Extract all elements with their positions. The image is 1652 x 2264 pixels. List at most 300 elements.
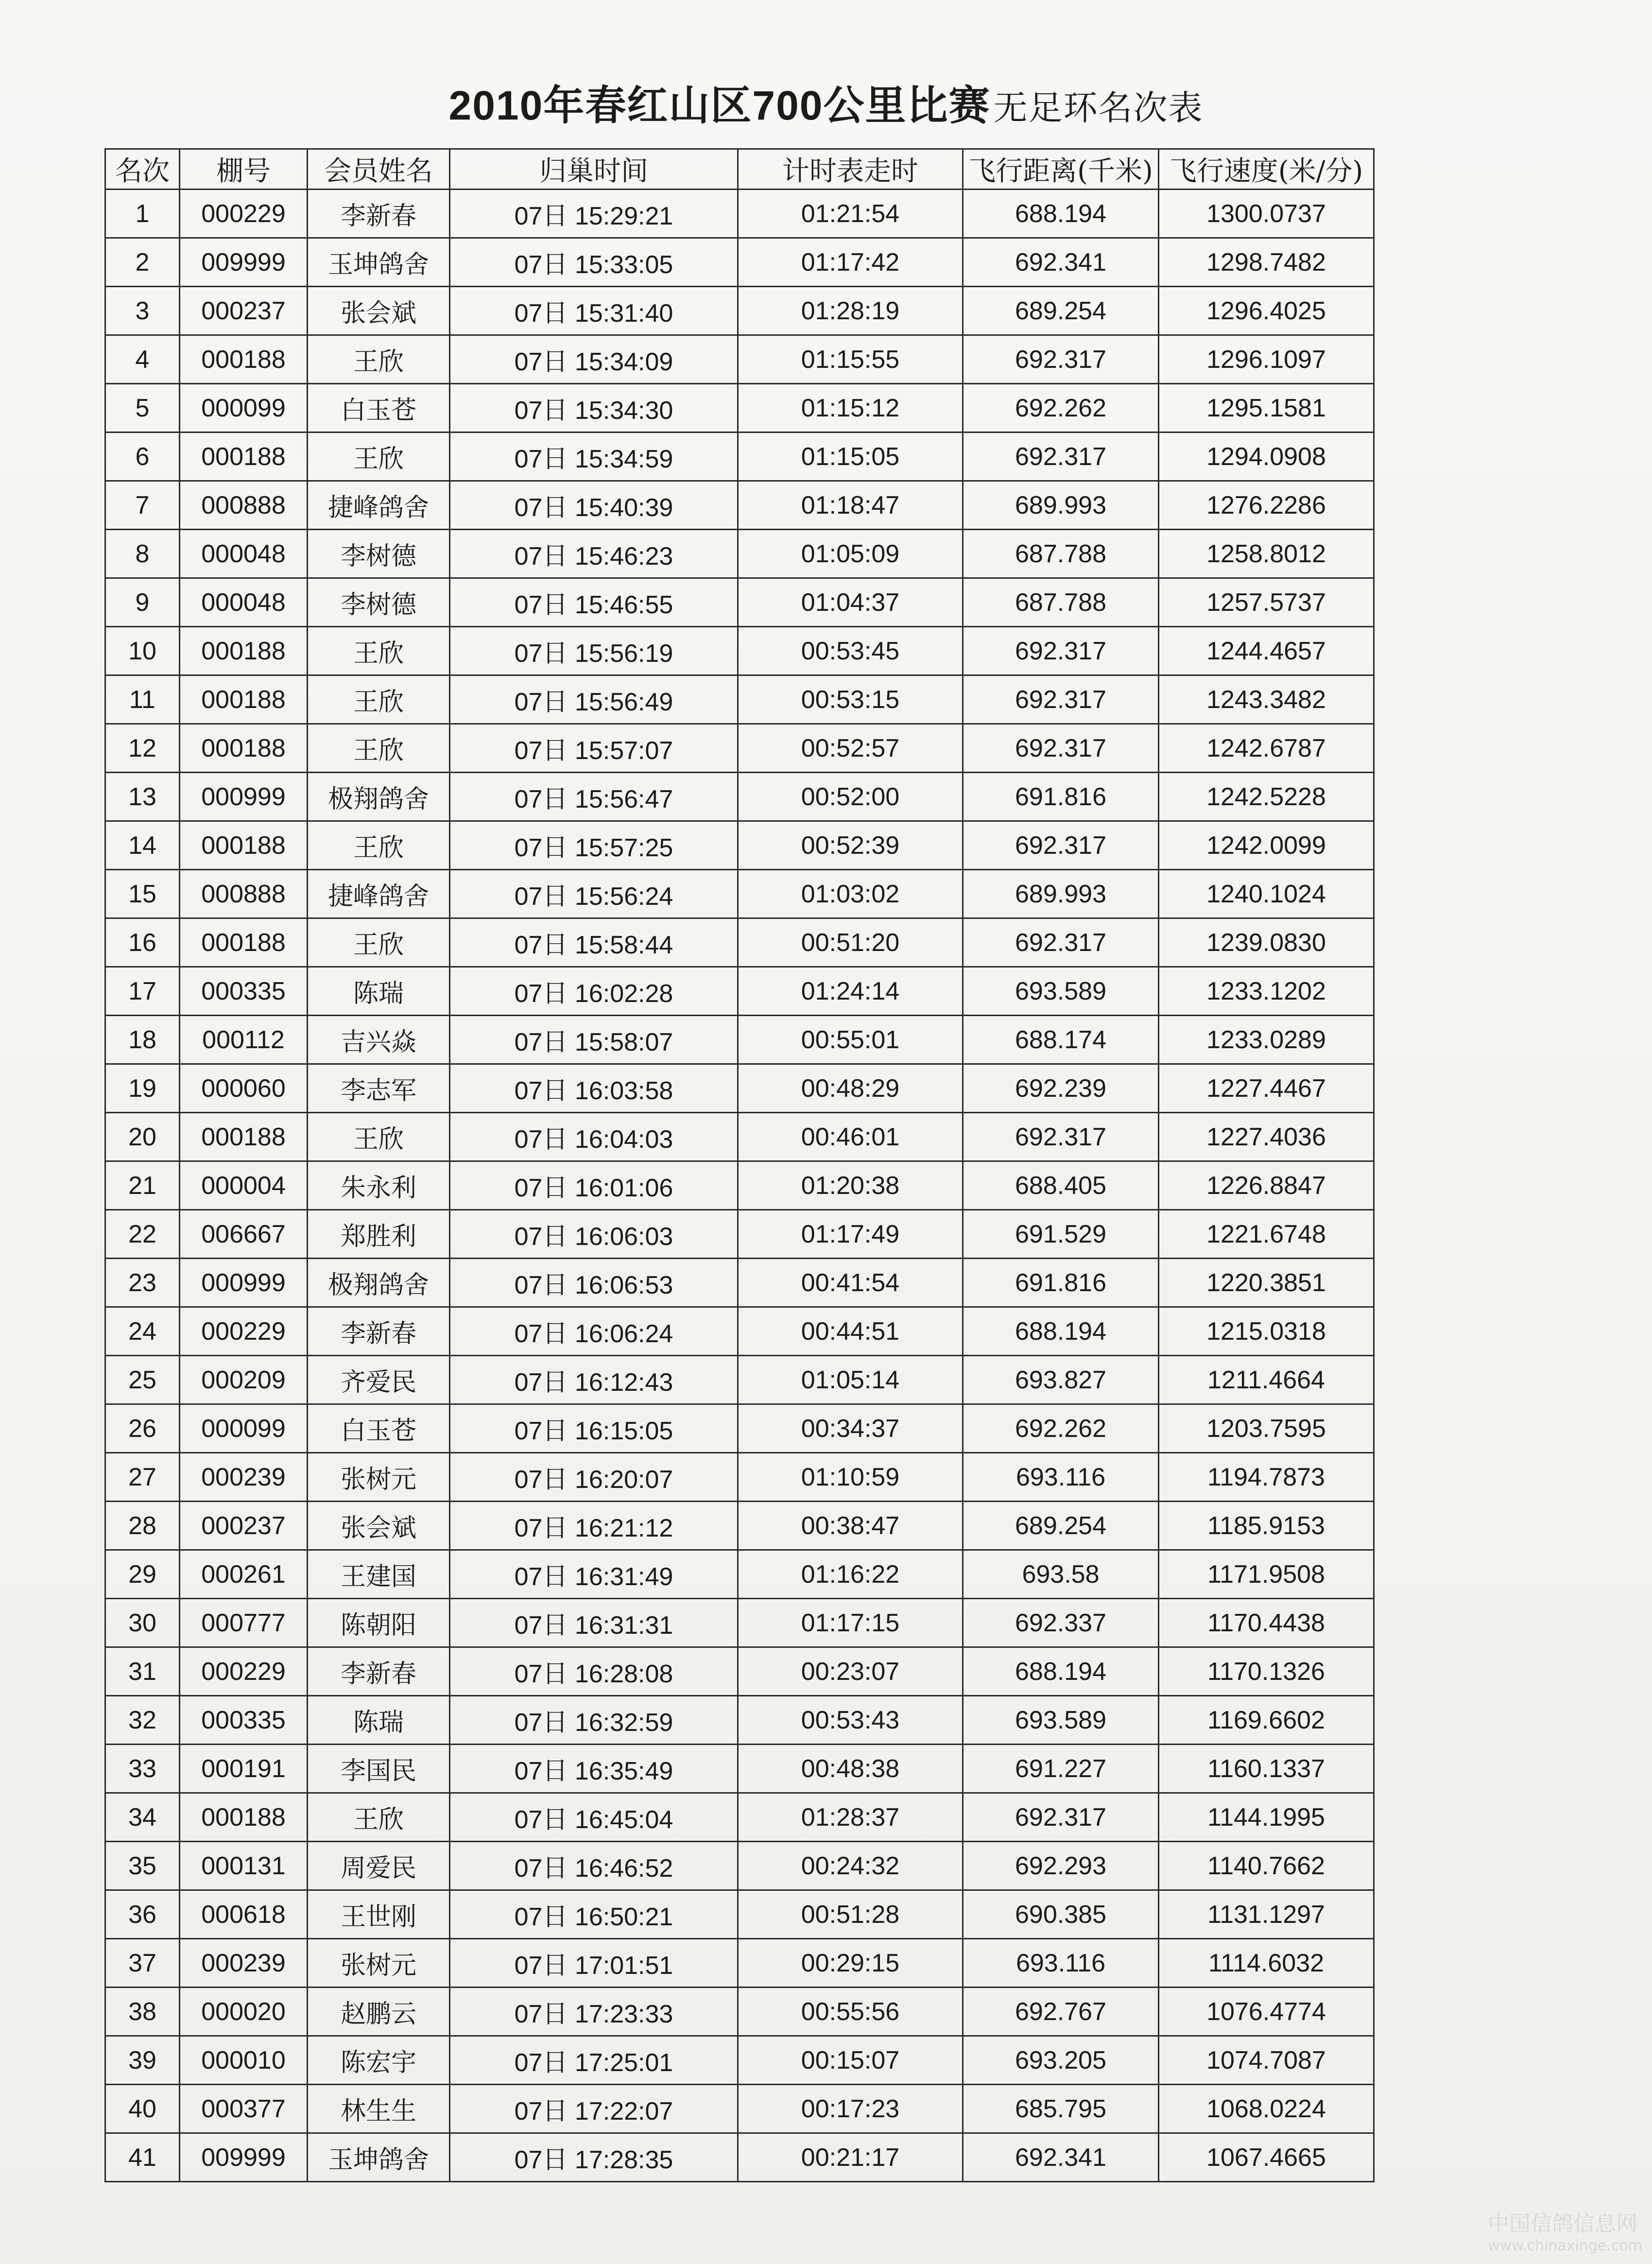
cell-clock-time: 00:38:47 [738,1502,963,1550]
cell-speed: 1240.1024 [1159,870,1374,918]
cell-rank: 9 [105,578,180,627]
cell-loft: 000112 [180,1016,308,1064]
cell-member: 王欣 [308,335,450,384]
table-row [105,870,1374,918]
cell-distance: 689.254 [963,287,1159,335]
cell-speed: 1220.3851 [1159,1259,1374,1307]
cell-speed: 1239.0830 [1159,918,1374,967]
cell-rank: 11 [105,675,180,724]
cell-member: 王世刚 [308,1890,450,1939]
cell-speed: 1074.7087 [1159,2036,1374,2085]
cell-loft: 000999 [180,773,308,821]
cell-distance: 687.788 [963,530,1159,578]
watermark-text: 中国信鸽信息网 [1488,2212,1638,2236]
cell-clock-time: 00:34:37 [738,1404,963,1453]
cell-speed: 1194.7873 [1159,1453,1374,1502]
cell-speed: 1243.3482 [1159,675,1374,724]
cell-loft: 000020 [180,1987,308,2036]
cell-loft: 006667 [180,1210,308,1259]
cell-loft: 000188 [180,918,308,967]
cell-return-time: 07日 15:31:40 [450,287,738,335]
cell-rank: 17 [105,967,180,1016]
cell-rank: 8 [105,530,180,578]
cell-clock-time: 01:28:19 [738,287,963,335]
cell-loft: 000888 [180,870,308,918]
table-row [105,481,1374,530]
cell-member: 王欣 [308,821,450,870]
table-row [105,1161,1374,1210]
cell-member: 王欣 [308,675,450,724]
cell-return-time: 07日 15:40:39 [450,481,738,530]
cell-loft: 009999 [180,2133,308,2182]
cell-clock-time: 01:24:14 [738,967,963,1016]
col-header-clock-time: 计时表走时 [738,149,963,190]
cell-rank: 24 [105,1307,180,1356]
cell-loft: 000048 [180,578,308,627]
cell-clock-time: 00:53:43 [738,1696,963,1745]
cell-distance: 693.58 [963,1550,1159,1599]
cell-return-time: 07日 17:25:01 [450,2036,738,2085]
cell-distance: 693.116 [963,1939,1159,1987]
cell-loft: 000188 [180,821,308,870]
cell-speed: 1257.5737 [1159,578,1374,627]
watermark [1488,2206,1642,2254]
cell-distance: 692.317 [963,627,1159,675]
cell-rank: 26 [105,1404,180,1453]
cell-return-time: 07日 15:29:21 [450,190,738,238]
cell-return-time: 07日 17:01:51 [450,1939,738,1987]
cell-speed: 1068.0224 [1159,2085,1374,2133]
cell-return-time: 07日 16:46:52 [450,1842,738,1890]
table-row [105,190,1374,238]
table-row [105,530,1374,578]
cell-clock-time: 00:53:15 [738,675,963,724]
cell-speed: 1300.0737 [1159,190,1374,238]
cell-member: 张树元 [308,1939,450,1987]
cell-loft: 000777 [180,1599,308,1647]
table-row [105,2036,1374,2085]
watermark-url: www.chinaxinge.com [1488,2237,1642,2254]
cell-return-time: 07日 15:57:07 [450,724,738,773]
cell-distance: 691.227 [963,1745,1159,1793]
cell-rank: 28 [105,1502,180,1550]
cell-member: 王欣 [308,724,450,773]
cell-distance: 692.317 [963,821,1159,870]
cell-speed: 1169.6602 [1159,1696,1374,1745]
cell-speed: 1215.0318 [1159,1307,1374,1356]
cell-clock-time: 01:16:22 [738,1550,963,1599]
cell-loft: 000261 [180,1550,308,1599]
cell-member: 吉兴焱 [308,1016,450,1064]
cell-return-time: 07日 15:46:23 [450,530,738,578]
cell-distance: 692.317 [963,432,1159,481]
cell-clock-time: 01:21:54 [738,190,963,238]
cell-speed: 1233.1202 [1159,967,1374,1016]
cell-return-time: 07日 15:34:59 [450,432,738,481]
cell-return-time: 07日 16:12:43 [450,1356,738,1404]
table-row [105,1550,1374,1599]
cell-distance: 688.194 [963,190,1159,238]
cell-distance: 692.767 [963,1987,1159,2036]
table-row [105,1404,1374,1453]
cell-clock-time: 01:03:02 [738,870,963,918]
table-row [105,675,1374,724]
cell-distance: 687.788 [963,578,1159,627]
cell-clock-time: 00:51:20 [738,918,963,967]
cell-clock-time: 01:17:49 [738,1210,963,1259]
cell-clock-time: 00:55:01 [738,1016,963,1064]
cell-loft: 000239 [180,1453,308,1502]
cell-return-time: 07日 17:22:07 [450,2085,738,2133]
cell-member: 白玉苍 [308,384,450,432]
cell-clock-time: 00:52:39 [738,821,963,870]
page-title [0,73,1652,132]
cell-loft: 000377 [180,2085,308,2133]
table-row [105,1647,1374,1696]
cell-member: 李树德 [308,578,450,627]
cell-member: 陈宏宇 [308,2036,450,2085]
cell-return-time: 07日 16:45:04 [450,1793,738,1842]
cell-member: 李新春 [308,190,450,238]
cell-distance: 688.194 [963,1647,1159,1696]
table-row [105,1307,1374,1356]
cell-distance: 691.816 [963,773,1159,821]
cell-return-time: 07日 15:58:07 [450,1016,738,1064]
cell-clock-time: 00:52:00 [738,773,963,821]
cell-speed: 1140.7662 [1159,1842,1374,1890]
cell-distance: 693.589 [963,967,1159,1016]
cell-distance: 692.317 [963,1113,1159,1161]
cell-rank: 36 [105,1890,180,1939]
cell-return-time: 07日 16:04:03 [450,1113,738,1161]
cell-speed: 1276.2286 [1159,481,1374,530]
cell-return-time: 07日 15:33:05 [450,238,738,287]
cell-speed: 1298.7482 [1159,238,1374,287]
cell-return-time: 07日 16:35:49 [450,1745,738,1793]
cell-rank: 37 [105,1939,180,1987]
cell-member: 林生生 [308,2085,450,2133]
col-header-rank: 名次 [105,149,180,190]
table-row [105,1502,1374,1550]
cell-loft: 000888 [180,481,308,530]
cell-loft: 000335 [180,1696,308,1745]
cell-return-time: 07日 16:06:24 [450,1307,738,1356]
cell-clock-time: 01:17:15 [738,1599,963,1647]
cell-distance: 692.337 [963,1599,1159,1647]
cell-speed: 1171.9508 [1159,1550,1374,1599]
cell-clock-time: 00:46:01 [738,1113,963,1161]
cell-member: 张会斌 [308,287,450,335]
table-row [105,724,1374,773]
cell-member: 捷峰鸽舍 [308,870,450,918]
cell-clock-time: 01:15:55 [738,335,963,384]
cell-member: 张会斌 [308,1502,450,1550]
cell-speed: 1258.8012 [1159,530,1374,578]
cell-distance: 693.205 [963,2036,1159,2085]
table-row [105,1939,1374,1987]
table-row [105,1210,1374,1259]
cell-return-time: 07日 15:34:09 [450,335,738,384]
table-row [105,918,1374,967]
cell-speed: 1226.8847 [1159,1161,1374,1210]
cell-clock-time: 01:15:12 [738,384,963,432]
cell-distance: 688.194 [963,1307,1159,1356]
col-header-return-time: 归巢时间 [450,149,738,190]
cell-distance: 690.385 [963,1890,1159,1939]
cell-rank: 31 [105,1647,180,1696]
cell-loft: 000229 [180,1307,308,1356]
cell-distance: 688.174 [963,1016,1159,1064]
cell-rank: 29 [105,1550,180,1599]
ranking-table [104,148,1375,2182]
cell-member: 极翔鸽舍 [308,1259,450,1307]
header-row [105,149,1374,190]
cell-clock-time: 01:05:09 [738,530,963,578]
cell-member: 王欣 [308,1793,450,1842]
cell-distance: 692.317 [963,675,1159,724]
cell-member: 白玉苍 [308,1404,450,1453]
cell-member: 玉坤鸽舍 [308,238,450,287]
cell-loft: 000209 [180,1356,308,1404]
cell-rank: 13 [105,773,180,821]
cell-distance: 692.317 [963,1793,1159,1842]
table-row [105,1890,1374,1939]
cell-member: 捷峰鸽舍 [308,481,450,530]
cell-return-time: 07日 15:56:19 [450,627,738,675]
table-row [105,1259,1374,1307]
cell-rank: 3 [105,287,180,335]
cell-distance: 692.262 [963,1404,1159,1453]
cell-rank: 34 [105,1793,180,1842]
cell-distance: 692.317 [963,918,1159,967]
cell-clock-time: 01:15:05 [738,432,963,481]
cell-distance: 692.262 [963,384,1159,432]
table-row [105,238,1374,287]
cell-speed: 1170.4438 [1159,1599,1374,1647]
cell-speed: 1233.0289 [1159,1016,1374,1064]
cell-loft: 000188 [180,1793,308,1842]
table-row [105,287,1374,335]
cell-distance: 689.993 [963,870,1159,918]
cell-member: 李志军 [308,1064,450,1113]
table-row [105,432,1374,481]
cell-return-time: 07日 16:02:28 [450,967,738,1016]
cell-clock-time: 01:28:37 [738,1793,963,1842]
cell-member: 王欣 [308,627,450,675]
col-header-member: 会员姓名 [308,149,450,190]
cell-rank: 40 [105,2085,180,2133]
cell-loft: 000131 [180,1842,308,1890]
cell-rank: 19 [105,1064,180,1113]
cell-speed: 1221.6748 [1159,1210,1374,1259]
cell-member: 王建国 [308,1550,450,1599]
cell-clock-time: 01:18:47 [738,481,963,530]
cell-rank: 7 [105,481,180,530]
cell-speed: 1227.4467 [1159,1064,1374,1113]
cell-clock-time: 01:10:59 [738,1453,963,1502]
cell-member: 赵鹏云 [308,1987,450,2036]
table-row [105,821,1374,870]
cell-speed: 1296.1097 [1159,335,1374,384]
cell-member: 王欣 [308,432,450,481]
cell-return-time: 07日 15:46:55 [450,578,738,627]
table-row [105,384,1374,432]
cell-speed: 1170.1326 [1159,1647,1374,1696]
table-row [105,2085,1374,2133]
table-row [105,1987,1374,2036]
cell-loft: 000188 [180,335,308,384]
cell-speed: 1203.7595 [1159,1404,1374,1453]
cell-distance: 689.993 [963,481,1159,530]
cell-member: 齐爱民 [308,1356,450,1404]
cell-speed: 1211.4664 [1159,1356,1374,1404]
cell-clock-time: 00:17:23 [738,2085,963,2133]
cell-clock-time: 00:48:38 [738,1745,963,1793]
col-header-loft: 棚号 [180,149,308,190]
cell-speed: 1296.4025 [1159,287,1374,335]
table-row [105,773,1374,821]
cell-distance: 692.317 [963,724,1159,773]
cell-member: 李新春 [308,1647,450,1696]
cell-loft: 000060 [180,1064,308,1113]
table-row [105,1016,1374,1064]
cell-clock-time: 00:55:56 [738,1987,963,2036]
cell-speed: 1227.4036 [1159,1113,1374,1161]
cell-clock-time: 00:21:17 [738,2133,963,2182]
cell-rank: 21 [105,1161,180,1210]
cell-loft: 000237 [180,1502,308,1550]
cell-rank: 1 [105,190,180,238]
cell-speed: 1242.5228 [1159,773,1374,821]
cell-loft: 000010 [180,2036,308,2085]
cell-return-time: 07日 15:34:30 [450,384,738,432]
cell-clock-time: 00:53:45 [738,627,963,675]
table-row [105,1356,1374,1404]
cell-member: 陈瑞 [308,1696,450,1745]
table-row [105,2133,1374,2182]
cell-rank: 39 [105,2036,180,2085]
table-row [105,578,1374,627]
cell-return-time: 07日 16:20:07 [450,1453,738,1502]
cell-loft: 000004 [180,1161,308,1210]
cell-loft: 000099 [180,1404,308,1453]
table-row [105,1113,1374,1161]
cell-clock-time: 00:48:29 [738,1064,963,1113]
cell-distance: 691.529 [963,1210,1159,1259]
cell-speed: 1185.9153 [1159,1502,1374,1550]
cell-loft: 000188 [180,432,308,481]
cell-return-time: 07日 16:31:31 [450,1599,738,1647]
cell-speed: 1242.0099 [1159,821,1374,870]
cell-rank: 35 [105,1842,180,1890]
cell-loft: 000188 [180,675,308,724]
cell-return-time: 07日 17:28:35 [450,2133,738,2182]
cell-rank: 22 [105,1210,180,1259]
cell-distance: 685.795 [963,2085,1159,2133]
col-header-distance: 飞行距离(千米) [963,149,1159,190]
cell-distance: 692.341 [963,2133,1159,2182]
cell-rank: 27 [105,1453,180,1502]
cell-loft: 009999 [180,238,308,287]
table-row [105,1599,1374,1647]
cell-rank: 16 [105,918,180,967]
cell-return-time: 07日 16:01:06 [450,1161,738,1210]
cell-return-time: 07日 16:31:49 [450,1550,738,1599]
cell-rank: 38 [105,1987,180,2036]
cell-member: 李树德 [308,530,450,578]
cell-clock-time: 00:15:07 [738,2036,963,2085]
cell-clock-time: 01:04:37 [738,578,963,627]
cell-loft: 000999 [180,1259,308,1307]
table-row [105,967,1374,1016]
cell-clock-time: 00:41:54 [738,1259,963,1307]
table-row [105,335,1374,384]
cell-clock-time: 00:44:51 [738,1307,963,1356]
cell-speed: 1242.6787 [1159,724,1374,773]
title-main: 2010年春红山区700公里比赛 [448,83,991,128]
cell-loft: 000229 [180,190,308,238]
cell-speed: 1244.4657 [1159,627,1374,675]
cell-speed: 1144.1995 [1159,1793,1374,1842]
cell-distance: 692.317 [963,335,1159,384]
cell-loft: 000191 [180,1745,308,1793]
cell-return-time: 07日 17:23:33 [450,1987,738,2036]
cell-loft: 000239 [180,1939,308,1987]
cell-distance: 692.239 [963,1064,1159,1113]
title-sub: 无足环名次表 [993,88,1204,128]
cell-return-time: 07日 16:50:21 [450,1890,738,1939]
cell-clock-time: 00:52:57 [738,724,963,773]
cell-member: 陈朝阳 [308,1599,450,1647]
cell-return-time: 07日 15:56:49 [450,675,738,724]
cell-member: 朱永利 [308,1161,450,1210]
cell-rank: 18 [105,1016,180,1064]
cell-distance: 691.816 [963,1259,1159,1307]
cell-rank: 6 [105,432,180,481]
cell-rank: 5 [105,384,180,432]
cell-return-time: 07日 16:21:12 [450,1502,738,1550]
cell-loft: 000188 [180,724,308,773]
cell-distance: 693.116 [963,1453,1159,1502]
cell-speed: 1294.0908 [1159,432,1374,481]
cell-return-time: 07日 16:06:03 [450,1210,738,1259]
table-row [105,1453,1374,1502]
cell-member: 张树元 [308,1453,450,1502]
cell-clock-time: 00:51:28 [738,1890,963,1939]
cell-distance: 693.589 [963,1696,1159,1745]
cell-clock-time: 00:29:15 [738,1939,963,1987]
cell-return-time: 07日 16:28:08 [450,1647,738,1696]
cell-member: 王欣 [308,1113,450,1161]
cell-distance: 692.293 [963,1842,1159,1890]
cell-rank: 2 [105,238,180,287]
col-header-speed: 飞行速度(米/分) [1159,149,1374,190]
cell-member: 周爱民 [308,1842,450,1890]
cell-return-time: 07日 16:06:53 [450,1259,738,1307]
cell-return-time: 07日 16:32:59 [450,1696,738,1745]
table-row [105,1842,1374,1890]
cell-loft: 000237 [180,287,308,335]
cell-member: 李国民 [308,1745,450,1793]
cell-rank: 25 [105,1356,180,1404]
cell-distance: 689.254 [963,1502,1159,1550]
cell-rank: 15 [105,870,180,918]
cell-clock-time: 00:23:07 [738,1647,963,1696]
cell-speed: 1076.4774 [1159,1987,1374,2036]
cell-speed: 1067.4665 [1159,2133,1374,2182]
cell-loft: 000048 [180,530,308,578]
cell-loft: 000618 [180,1890,308,1939]
